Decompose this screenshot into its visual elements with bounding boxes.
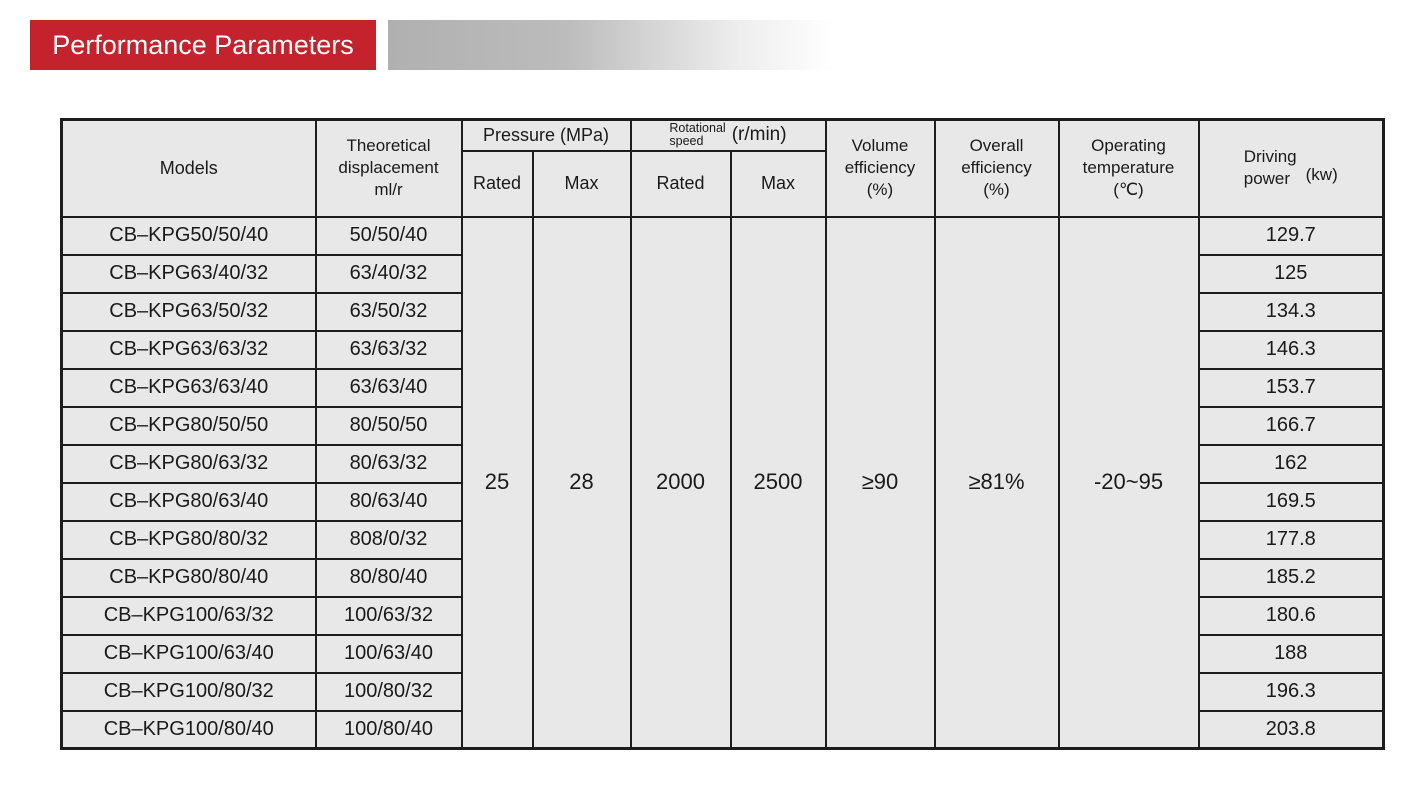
model-cell: CB–KPG50/50/40: [62, 217, 316, 255]
model-cell: CB–KPG80/63/40: [62, 483, 316, 521]
col-header-pressure: Pressure (MPa): [462, 120, 631, 151]
overall-header-unit: (%): [983, 180, 1010, 200]
displacement-cell: 80/63/40: [316, 483, 462, 521]
driving-power-cell: 180.6: [1199, 597, 1384, 635]
table-header: [62, 120, 1384, 217]
volume-header-line1: Volume: [851, 136, 909, 156]
model-cell: CB–KPG100/63/40: [62, 635, 316, 673]
displacement-cell: 80/63/32: [316, 445, 462, 483]
displacement-header-line1: Theoretical: [346, 136, 431, 156]
col-header-pressure-rated: Rated: [462, 151, 533, 217]
speed-max-value-cell: 2500: [731, 217, 826, 749]
col-header-overall-efficiency: [935, 120, 1059, 217]
driving-power-cell: 185.2: [1199, 559, 1384, 597]
displacement-cell: 100/63/40: [316, 635, 462, 673]
model-cell: CB–KPG63/63/40: [62, 369, 316, 407]
displacement-cell: 100/80/32: [316, 673, 462, 711]
performance-parameters-table: [60, 118, 1385, 750]
driving-power-label: [1244, 146, 1297, 190]
driving-power-cell: 196.3: [1199, 673, 1384, 711]
col-header-driving-power: [1199, 120, 1384, 217]
volume-header-line2: efficiency: [844, 158, 916, 178]
driving-power-cell: 129.7: [1199, 217, 1384, 255]
driving-power-cell: 134.3: [1199, 293, 1384, 331]
speed-rated-value-cell: 2000: [631, 217, 731, 749]
volume-header-unit: (%): [866, 180, 894, 200]
driving-power-cell: 146.3: [1199, 331, 1384, 369]
table-row: [62, 217, 1384, 255]
overall-efficiency-value-cell: ≥81%: [935, 217, 1059, 749]
driving-power-cell: 188: [1199, 635, 1384, 673]
col-header-theoretical-displacement: [316, 120, 462, 217]
col-header-pressure-max: Max: [533, 151, 631, 217]
model-cell: CB–KPG100/80/40: [62, 711, 316, 749]
operating-header-line1: Operating: [1091, 136, 1166, 156]
col-header-rotational-speed: [631, 120, 826, 151]
driving-power-unit: (kw): [1305, 165, 1338, 185]
driving-header-line2: power: [1243, 169, 1291, 189]
header-row-top: [62, 120, 1384, 151]
model-cell: CB–KPG80/50/50: [62, 407, 316, 445]
driving-power-cell: 153.7: [1199, 369, 1384, 407]
driving-power-cell: 169.5: [1199, 483, 1384, 521]
displacement-cell: 50/50/40: [316, 217, 462, 255]
model-cell: CB–KPG63/50/32: [62, 293, 316, 331]
rotational-speed-unit: (r/min): [731, 124, 787, 146]
displacement-cell: 63/40/32: [316, 255, 462, 293]
displacement-cell: 63/63/40: [316, 369, 462, 407]
displacement-cell: 80/80/40: [316, 559, 462, 597]
model-cell: CB–KPG100/80/32: [62, 673, 316, 711]
overall-header-line2: efficiency: [961, 158, 1032, 178]
displacement-cell: 100/80/40: [316, 711, 462, 749]
driving-header-line1: Driving: [1243, 147, 1297, 167]
section-title-banner: [30, 20, 376, 70]
col-header-speed-max: Max: [731, 151, 826, 217]
rotational-header-line2: speed: [669, 134, 704, 149]
col-header-speed-rated: Rated: [631, 151, 731, 217]
table-body: [62, 217, 1384, 749]
driving-power-cell: 166.7: [1199, 407, 1384, 445]
displacement-cell: 63/63/32: [316, 331, 462, 369]
rotational-header-line1: Rotational: [669, 121, 726, 136]
driving-power-cell: 177.8: [1199, 521, 1384, 559]
model-cell: CB–KPG63/40/32: [62, 255, 316, 293]
model-cell: CB–KPG63/63/32: [62, 331, 316, 369]
section-title: Performance Parameters: [52, 29, 354, 60]
displacement-header-line2: displacement: [338, 158, 439, 178]
model-cell: CB–KPG80/80/40: [62, 559, 316, 597]
model-cell: CB–KPG80/63/32: [62, 445, 316, 483]
model-cell: CB–KPG100/63/32: [62, 597, 316, 635]
decorative-gradient-bar: [388, 20, 834, 70]
pressure-max-value-cell: 28: [533, 217, 631, 749]
overall-header-line1: Overall: [969, 136, 1024, 156]
pressure-rated-value-cell: 25: [462, 217, 533, 749]
parameters-table-wrap: [60, 118, 1385, 750]
model-cell: CB–KPG80/80/32: [62, 521, 316, 559]
displacement-cell: 63/50/32: [316, 293, 462, 331]
displacement-cell: 100/63/32: [316, 597, 462, 635]
displacement-cell: 808/0/32: [316, 521, 462, 559]
driving-power-cell: 203.8: [1199, 711, 1384, 749]
driving-power-cell: 162: [1199, 445, 1384, 483]
col-header-operating-temperature: [1059, 120, 1199, 217]
volume-efficiency-value-cell: ≥90: [826, 217, 935, 749]
col-header-models: Models: [62, 120, 316, 217]
displacement-cell: 80/50/50: [316, 407, 462, 445]
operating-header-line2: temperature: [1082, 158, 1175, 178]
operating-header-unit: (℃): [1113, 180, 1144, 200]
col-header-volume-efficiency: [826, 120, 935, 217]
driving-power-cell: 125: [1199, 255, 1384, 293]
operating-temperature-value-cell: -20~95: [1059, 217, 1199, 749]
displacement-header-unit: ml/r: [374, 180, 403, 200]
rotational-speed-label: [669, 122, 725, 148]
